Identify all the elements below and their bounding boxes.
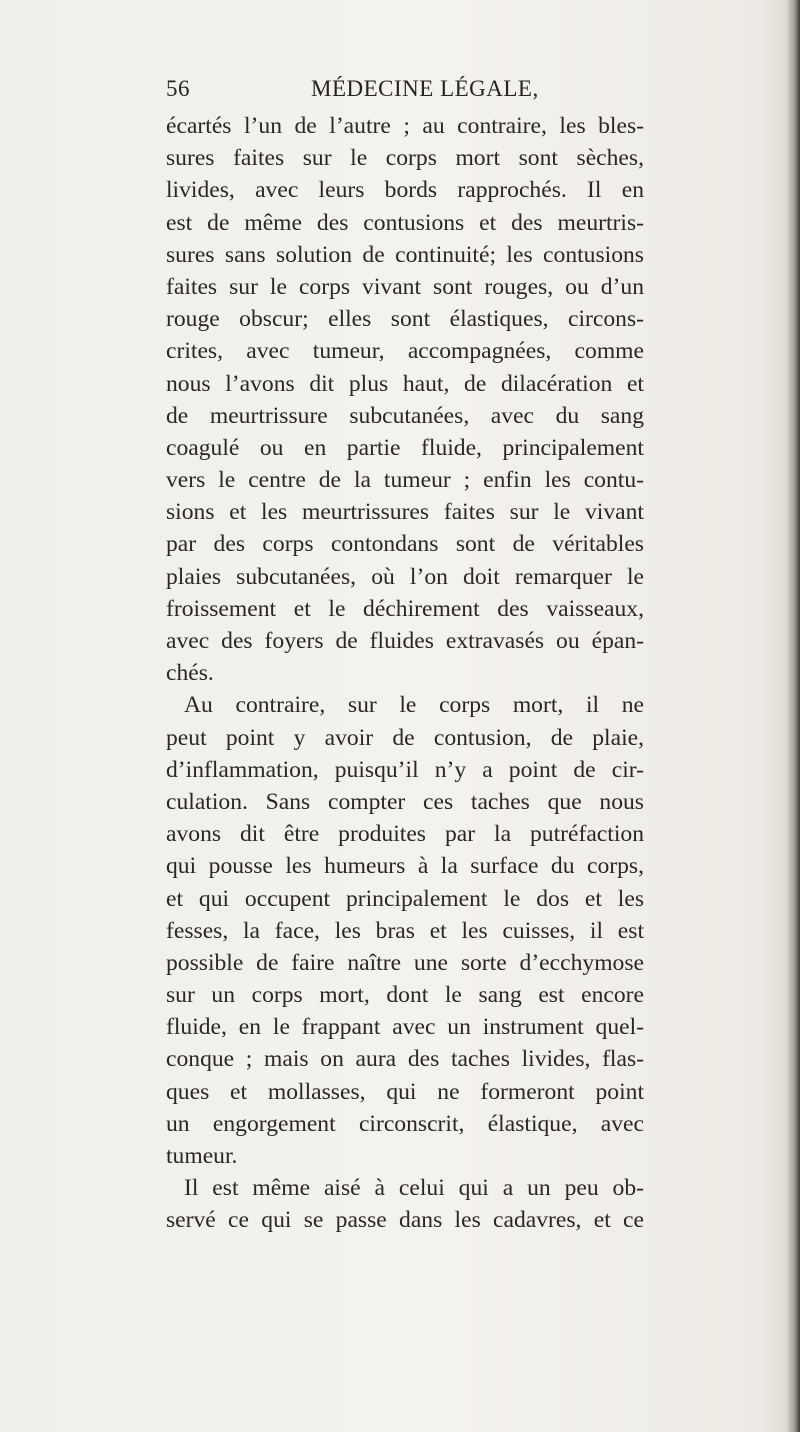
text-line: culation. Sans compter ces taches que nous: [166, 788, 644, 815]
text-line: servé ce qui se passe dans les cadavres, et ce: [166, 1207, 644, 1234]
text-line: nous l’avons dit plus haut, de dilacération et: [166, 370, 644, 397]
page-edge-shadow: [786, 0, 800, 1432]
text-line: ques et mollasses, qui ne formeront point: [166, 1078, 644, 1105]
text-line: avec des foyers de fluides extravasés ou épan-: [166, 628, 644, 654]
text-line: tumeur.: [166, 1143, 238, 1169]
body-text: [166, 110, 644, 1237]
text-line: conque ; mais on aura des taches livides, flas-: [166, 1046, 644, 1073]
text-line: fesses, la face, les bras et les cuisses, il est: [166, 917, 644, 944]
text-line: Il est même aisé à celui qui a un peu ob-: [184, 1175, 644, 1202]
text-line: vers le centre de la tumeur ; enfin les contu-: [166, 467, 644, 494]
text-line: sur un corps mort, dont le sang est encore: [166, 982, 644, 1009]
text-line: chés.: [166, 660, 214, 687]
running-head: [166, 76, 636, 110]
text-line: coagulé ou en partie fluide, principalement: [166, 434, 644, 461]
text-line: froissement et le déchirement des vaisseaux,: [166, 595, 644, 622]
text-line: sures faites sur le corps mort sont sèches,: [166, 145, 644, 172]
text-line: et qui occupent principalement le dos et les: [166, 885, 644, 912]
text-line: sures sans solution de continuité; les contusions: [166, 241, 644, 268]
text-line: de meurtrissure subcutanées, avec du sang: [166, 402, 644, 429]
text-line: plaies subcutanées, où l’on doit remarquer le: [166, 563, 644, 590]
text-line: écartés l’un de l’autre ; au contraire, les bles-: [166, 113, 644, 139]
text-line: est de même des contusions et des meurtris-: [166, 209, 644, 236]
text-line: sions et les meurtrissures faites sur le vivant: [166, 499, 644, 526]
text-line: Au contraire, sur le corps mort, il ne: [184, 692, 644, 719]
running-head-title: MÉDECINE LÉGALE,: [311, 76, 539, 101]
text-line: avons dit être produites par la putréfaction: [166, 821, 644, 848]
text-line: crites, avec tumeur, accompagnées, comme: [166, 338, 644, 365]
text-line: d’inflammation, puisqu’il n’y a point de cir-: [166, 756, 644, 783]
text-line: par des corps contondans sont de véritables: [166, 531, 644, 558]
page-number: 56: [166, 76, 190, 101]
text-line: un engorgement circonscrit, élastique, avec: [166, 1110, 644, 1137]
text-line: livides, avec leurs bords rapprochés. Il en: [166, 177, 644, 204]
text-line: faites sur le corps vivant sont rouges, ou d’un: [166, 273, 644, 300]
text-line: possible de faire naître une sorte d’ecchymose: [166, 949, 644, 976]
text-line: peut point y avoir de contusion, de plaie,: [166, 724, 644, 751]
text-line: fluide, en le frappant avec un instrument quel-: [166, 1014, 644, 1041]
text-line: qui pousse les humeurs à la surface du corps,: [166, 853, 644, 880]
text-line: rouge obscur; elles sont élastiques, circons-: [166, 306, 644, 333]
